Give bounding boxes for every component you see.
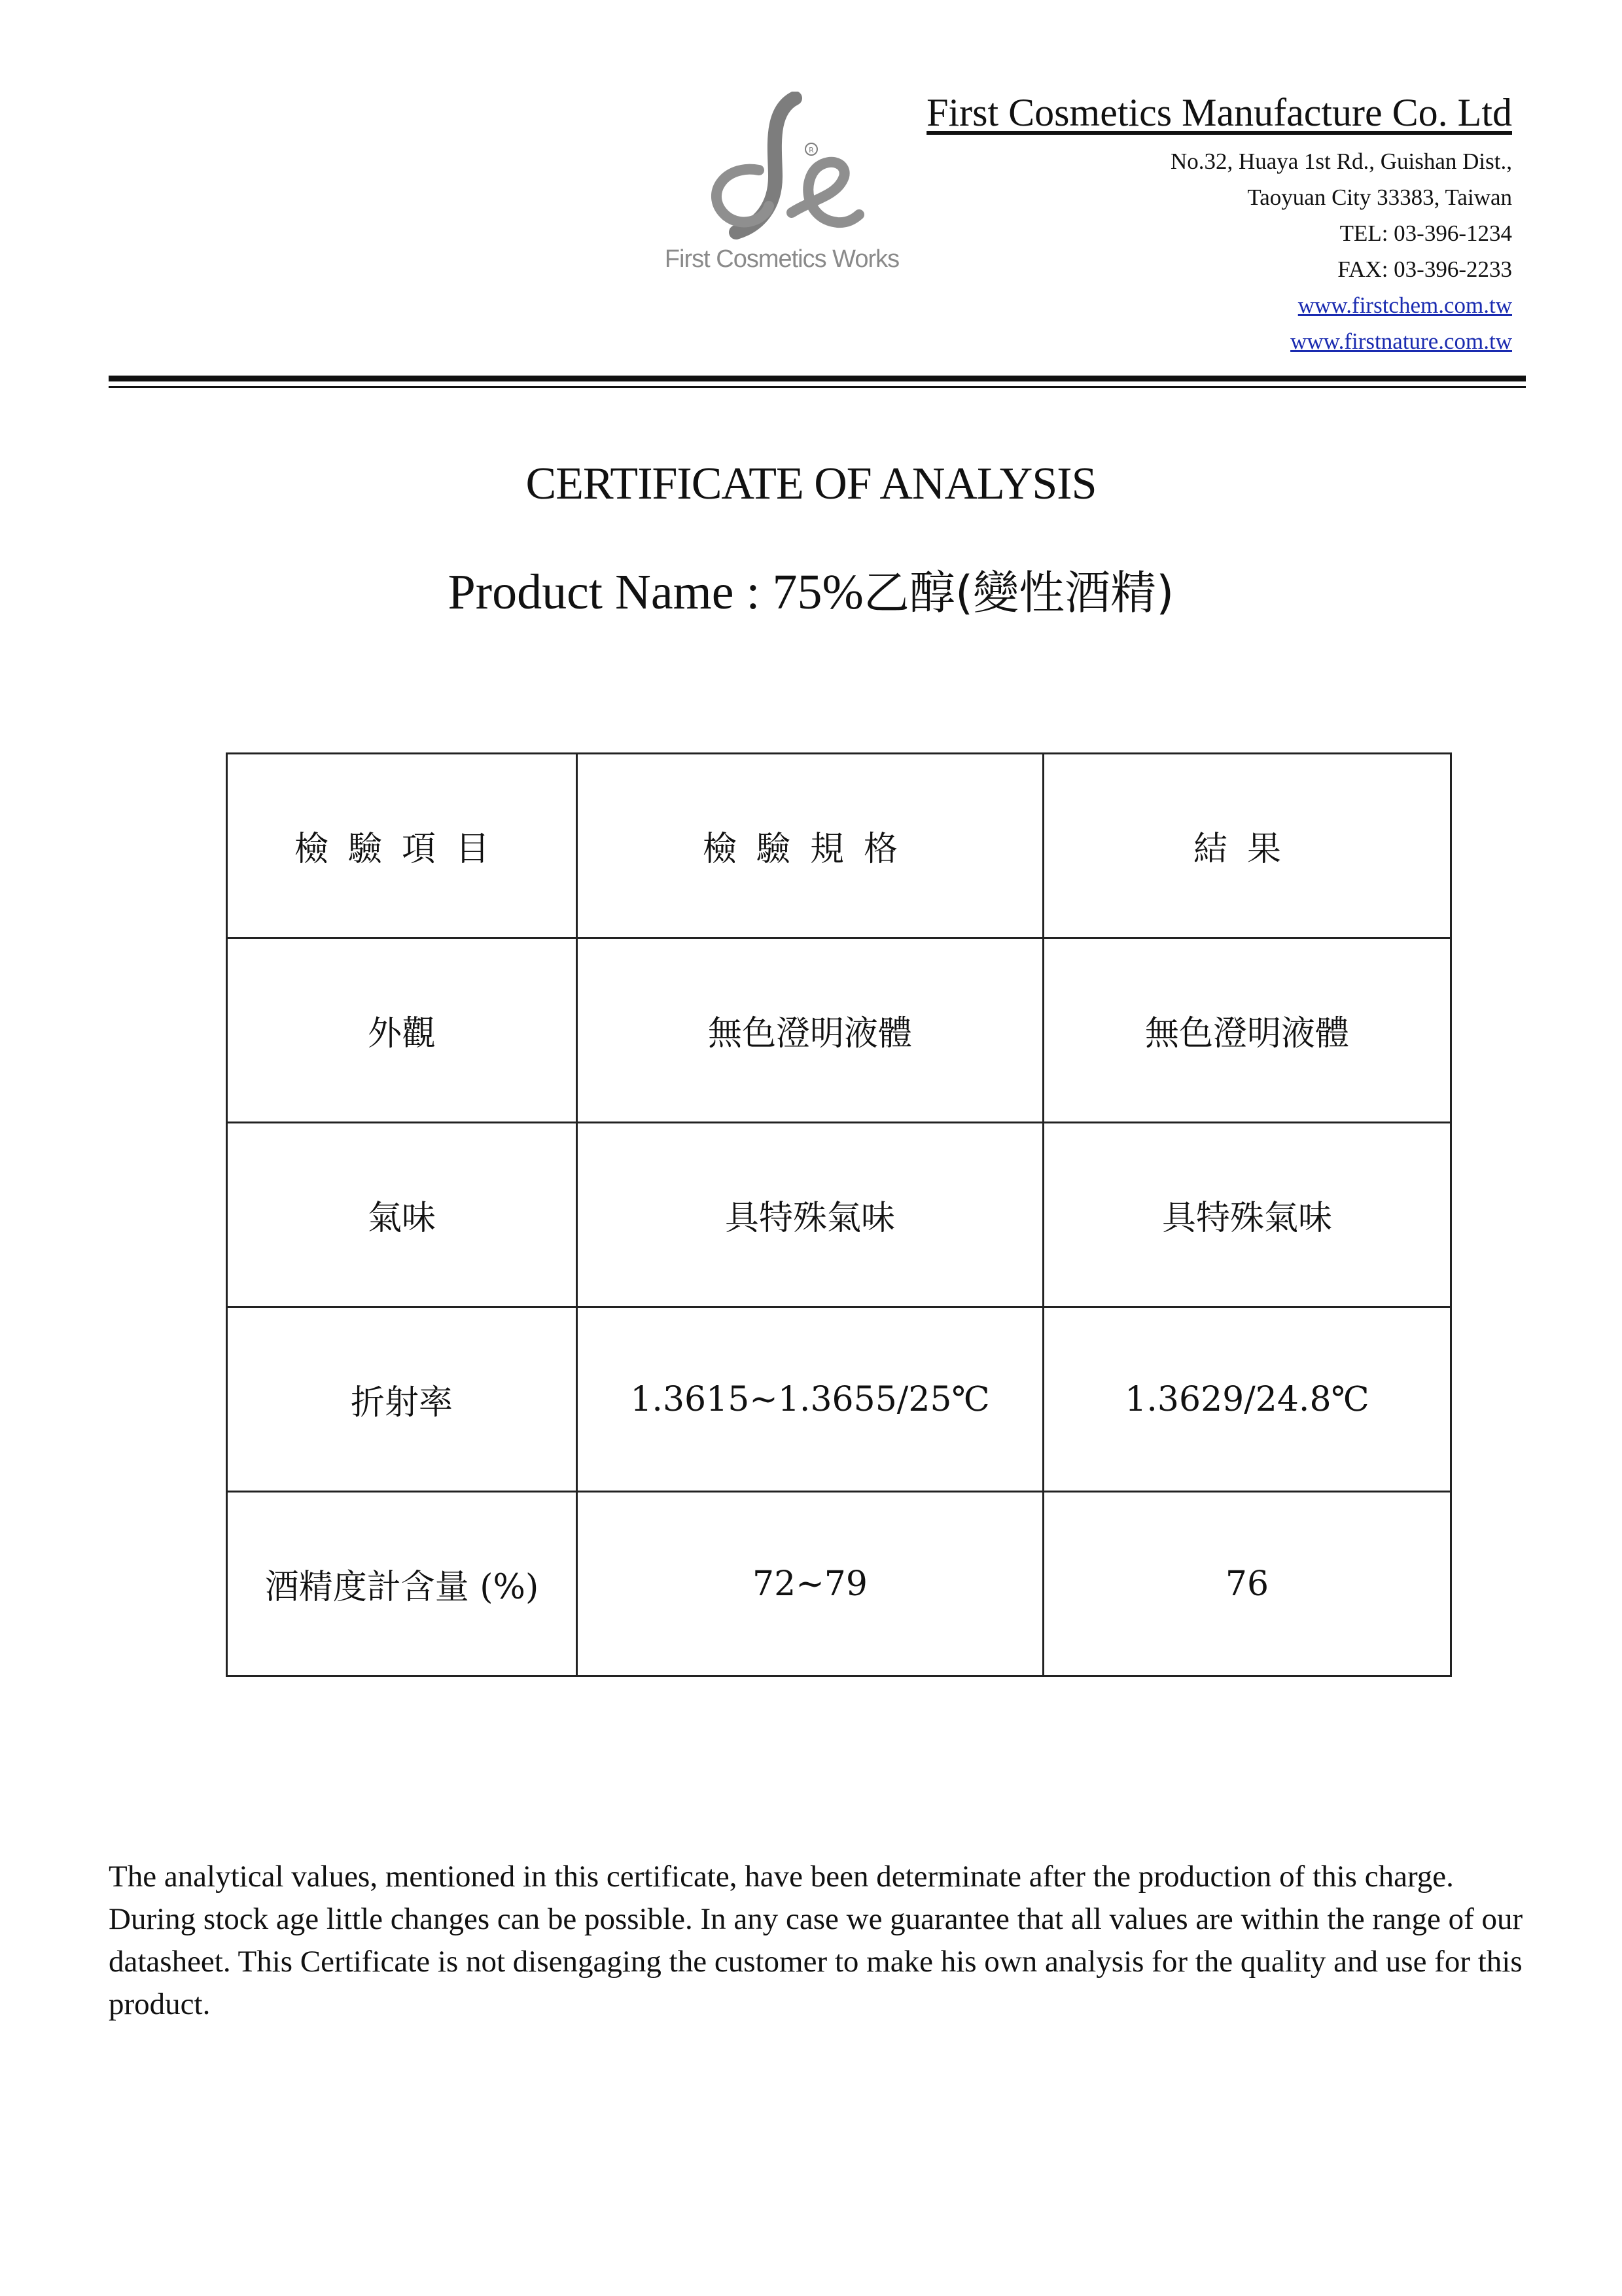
company-name: First Cosmetics Manufacture Co. Ltd [926, 91, 1512, 134]
row-result: 具特殊氣味 [1044, 1123, 1451, 1307]
phone-number: TEL: 03-396-1234 [1339, 221, 1512, 246]
row-result: 76 [1044, 1492, 1451, 1676]
table-row [227, 1307, 1451, 1492]
fax-number: FAX: 03-396-2233 [1337, 256, 1512, 282]
row-spec: 無色澄明液體 [577, 938, 1044, 1123]
row-result: 1.3629/24.8℃ [1044, 1307, 1451, 1492]
table-row [227, 938, 1451, 1123]
company-logo [658, 92, 906, 281]
fc-monogram-icon [697, 92, 867, 242]
header-result: 結果 [1044, 754, 1451, 938]
address-line-1: No.32, Huaya 1st Rd., Guishan Dist., [1170, 149, 1512, 174]
header-specification: 檢驗規格 [577, 754, 1044, 938]
header-divider-thin [109, 386, 1526, 388]
row-spec: 1.3615~1.3655/25℃ [577, 1307, 1044, 1492]
row-item: 氣味 [227, 1123, 577, 1307]
product-name-cjk: 乙醇(變性酒精) [863, 566, 1174, 620]
analysis-table [226, 752, 1452, 1677]
logo-caption: First Cosmetics Works [664, 245, 900, 273]
website-link-firstchem[interactable]: www.firstchem.com.tw [1297, 292, 1512, 318]
product-name [0, 556, 1622, 622]
row-item: 折射率 [227, 1307, 577, 1492]
disclaimer-text: The analytical values, mentioned in this certificate, have been determinate after the production of this charge. During stock age little changes can be possible. In any case we guarantee that all values are within the range of our datasheet. This Certificate is not disengaging the customer to make his own analysis for the quality and use for this product. [109, 1860, 1523, 2021]
table-header-row [227, 754, 1451, 938]
address-line-2: Taoyuan City 33383, Taiwan [1247, 185, 1512, 210]
table-row [227, 1123, 1451, 1307]
header-divider [109, 376, 1526, 381]
table-row [227, 1492, 1451, 1676]
row-spec: 具特殊氣味 [577, 1123, 1044, 1307]
header-test-item: 檢驗項目 [227, 754, 577, 938]
website-link-firstnature[interactable]: www.firstnature.com.tw [1290, 328, 1512, 354]
product-name-label: Product Name : 75% [448, 565, 864, 620]
svg-text:R: R [809, 146, 814, 154]
row-spec: 72~79 [577, 1492, 1044, 1676]
row-item: 酒精度計含量 (%) [227, 1492, 577, 1676]
row-item: 外觀 [227, 938, 577, 1123]
document-title: CERTIFICATE OF ANALYSIS [525, 459, 1097, 509]
company-info [926, 90, 1512, 359]
row-result: 無色澄明液體 [1044, 938, 1451, 1123]
